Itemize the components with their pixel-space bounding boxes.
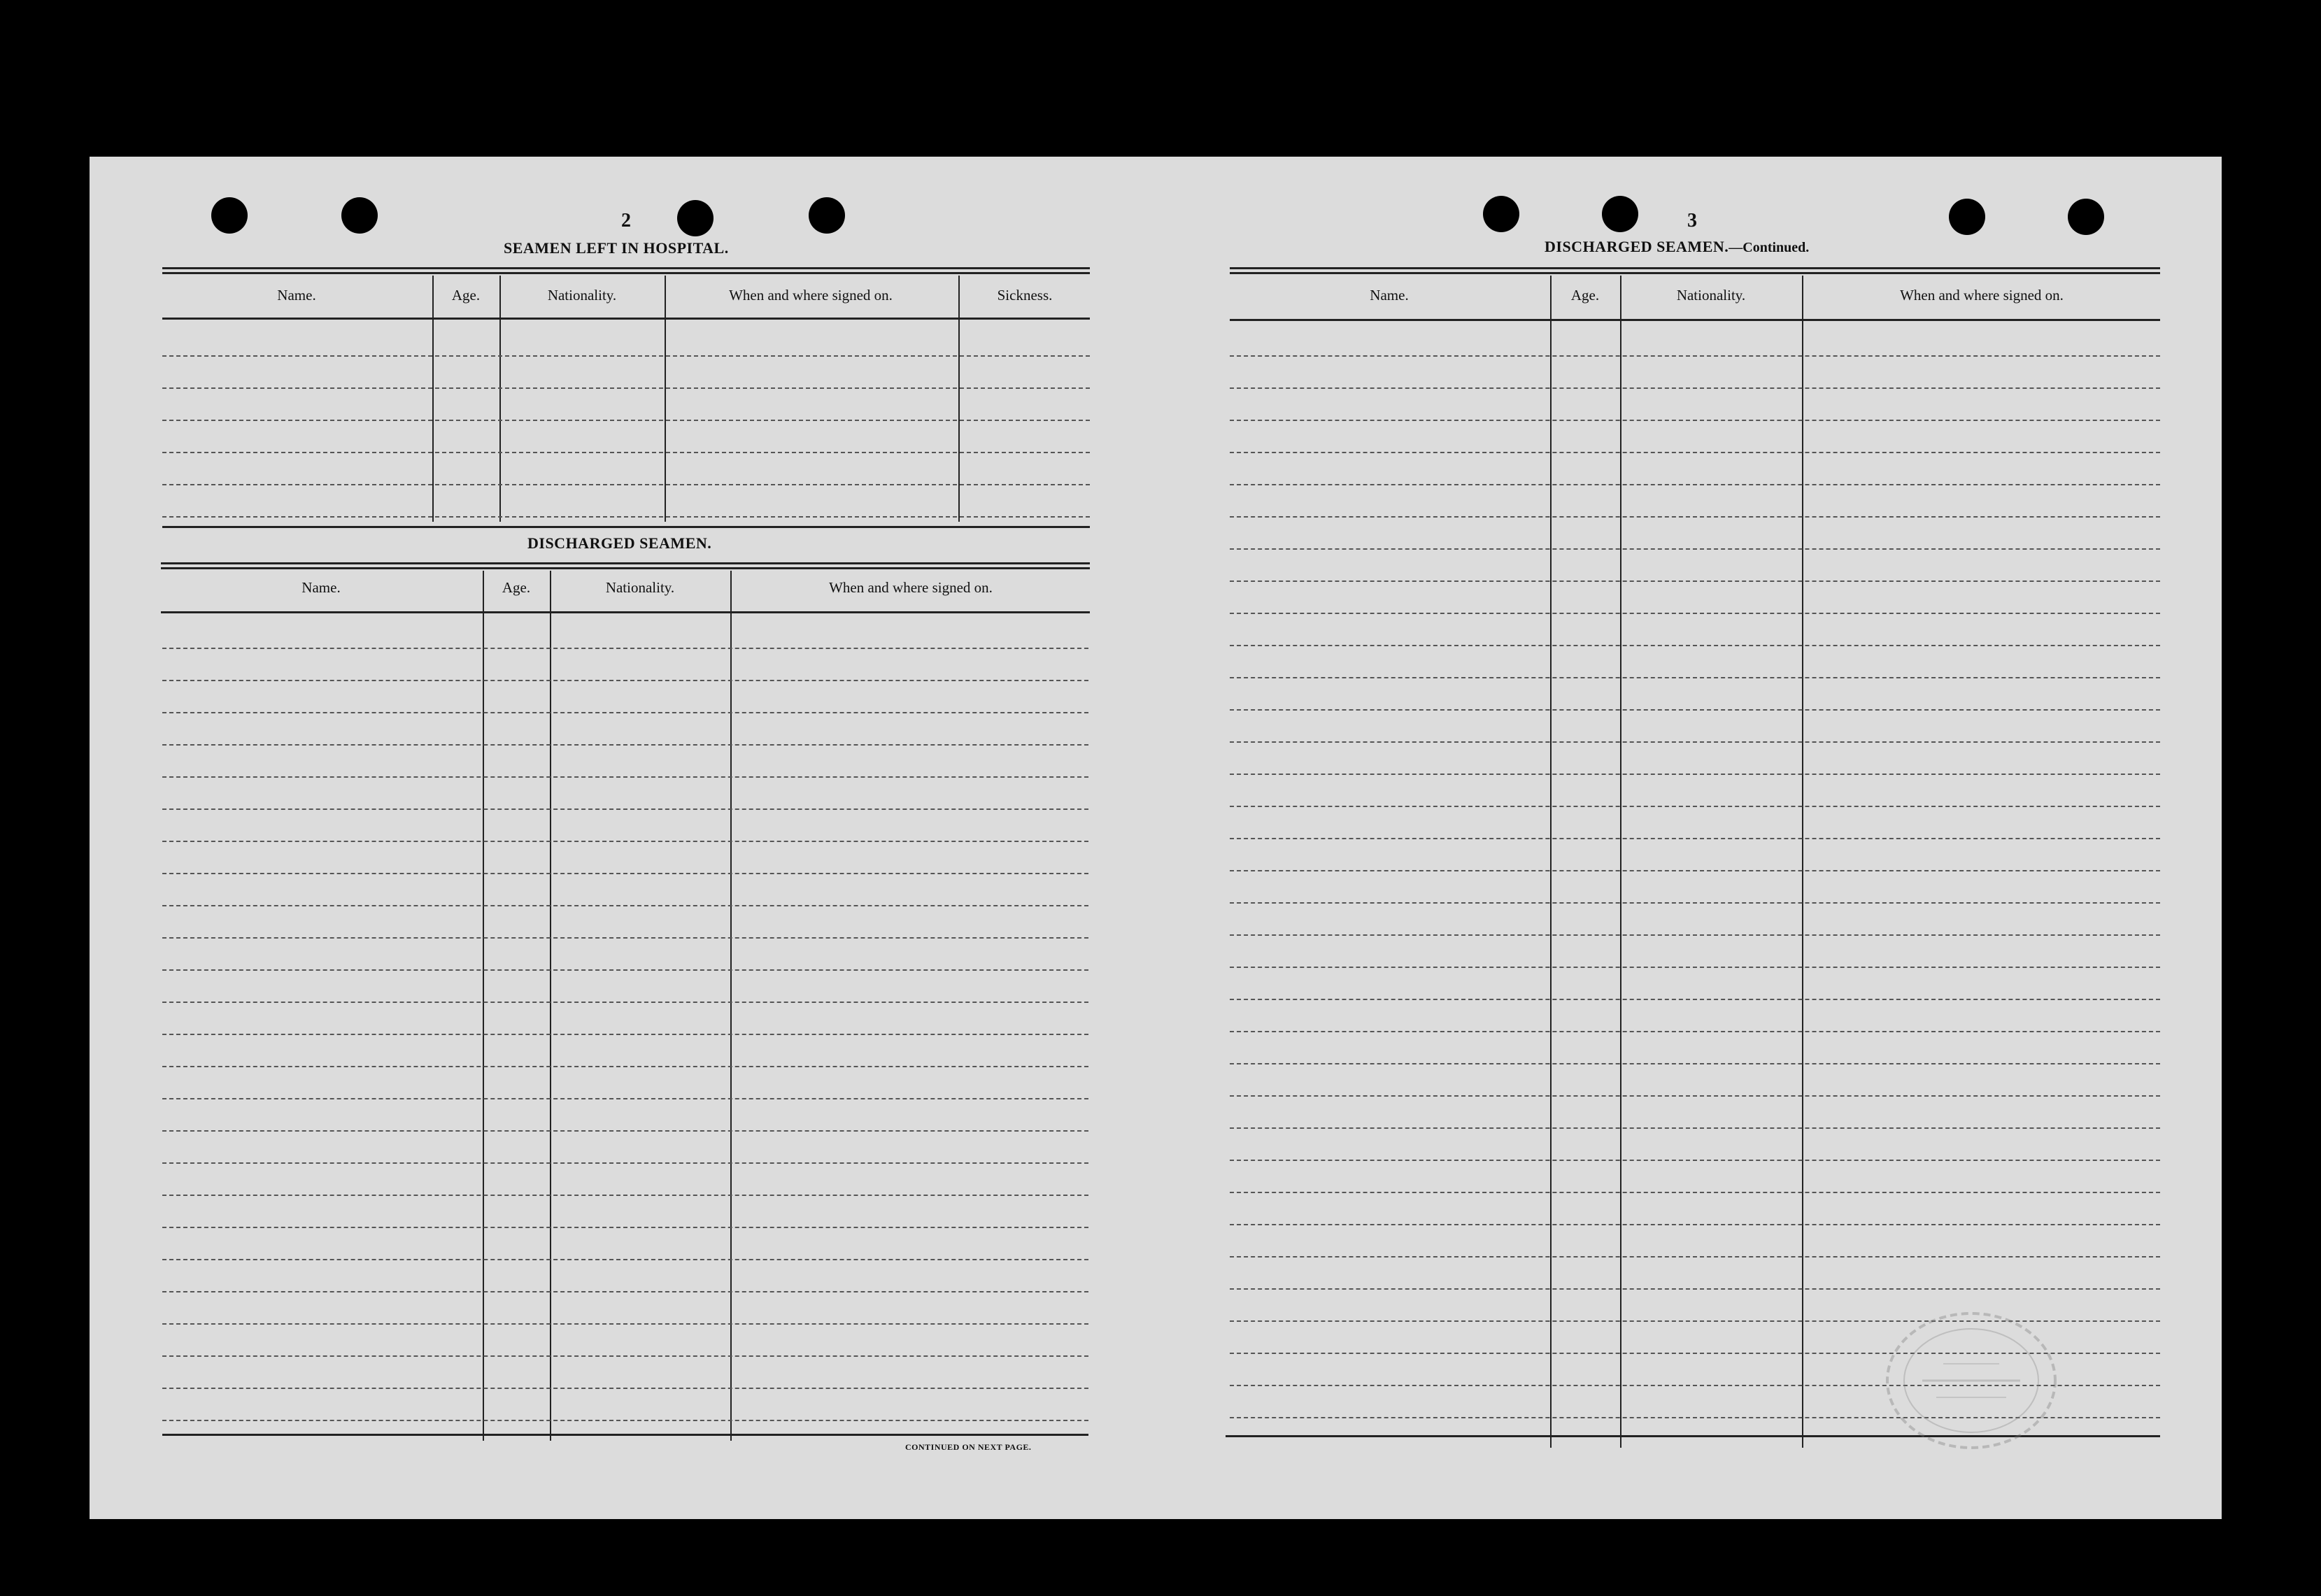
continued-note: CONTINUED ON NEXT PAGE. (905, 1442, 1032, 1452)
right-top-rule (1230, 267, 2160, 274)
col-header-name: Name. (277, 287, 316, 304)
entry-row-line (1230, 548, 2160, 550)
entry-row-line (1230, 677, 2160, 678)
punch-hole (677, 200, 714, 236)
entry-row-line (1230, 355, 2160, 357)
entry-row-line (1230, 387, 2160, 389)
entry-row-line (162, 1420, 1088, 1421)
entry-row-line (162, 873, 1088, 874)
col-header-sickness: Sickness. (997, 287, 1053, 304)
col-header-signed-on: When and where signed on. (829, 579, 993, 596)
entry-row-line (1230, 806, 2160, 807)
entry-row-line (1230, 838, 2160, 839)
discharged-section-title: DISCHARGED SEAMEN. (527, 534, 712, 552)
entry-row-line (162, 355, 1090, 357)
punch-hole (2068, 199, 2104, 235)
punch-hole (1949, 199, 1985, 235)
discharged-col-divider (730, 571, 732, 1441)
entry-row-line (162, 712, 1088, 713)
entry-row-line (1230, 484, 2160, 485)
entry-row-line (1230, 645, 2160, 646)
entry-row-line (162, 1066, 1088, 1067)
stamp-impression (1880, 1304, 2062, 1458)
entry-row-line (1230, 452, 2160, 453)
entry-row-line (162, 648, 1088, 649)
col-header-age: Age. (1570, 287, 1600, 304)
title-main: DISCHARGED SEAMEN. (1545, 238, 1729, 255)
entry-row-line (1230, 516, 2160, 518)
entry-row-line (1230, 934, 2160, 936)
entry-row-line (1230, 1288, 2160, 1290)
entry-row-line (162, 1388, 1088, 1389)
col-header-name: Name. (1370, 287, 1409, 304)
entry-row-line (1230, 999, 2160, 1000)
entry-row-line (1230, 1095, 2160, 1097)
right-header-rule (1230, 319, 2160, 321)
entry-row-line (1230, 1192, 2160, 1193)
entry-row-line (162, 841, 1088, 842)
entry-row-line (162, 1291, 1088, 1292)
col-header-signed-on: When and where signed on. (1900, 287, 2064, 304)
page-number-right: 3 (1687, 210, 1697, 231)
discharged-col-divider (550, 571, 551, 1441)
hospital-section-title: SEAMEN LEFT IN HOSPITAL. (504, 239, 729, 257)
page-number-left: 2 (621, 210, 631, 231)
entry-row-line (162, 680, 1088, 681)
entry-row-line (162, 808, 1088, 810)
punch-hole (211, 197, 248, 234)
entry-row-line (162, 1323, 1088, 1325)
punch-hole (809, 197, 845, 234)
entry-row-line (162, 1002, 1088, 1003)
entry-row-line (1230, 1256, 2160, 1257)
entry-row-line (162, 1259, 1088, 1260)
col-header-nationality: Nationality. (605, 579, 675, 596)
entry-row-line (162, 516, 1090, 518)
entry-row-line (1230, 1031, 2160, 1032)
entry-row-line (1230, 1127, 2160, 1129)
entry-row-line (1230, 580, 2160, 582)
punch-hole (341, 197, 378, 234)
entry-row-line (162, 1195, 1088, 1196)
hospital-top-rule (162, 267, 1090, 274)
entry-row-line (162, 1162, 1088, 1164)
entry-row-line (162, 744, 1088, 746)
col-header-age: Age. (502, 579, 531, 596)
col-header-nationality: Nationality. (1676, 287, 1746, 304)
entry-row-line (162, 937, 1088, 939)
discharged-continued-title (1545, 238, 1809, 256)
entry-row-line (1230, 870, 2160, 871)
entry-row-line (162, 776, 1088, 778)
entry-row-line (1230, 613, 2160, 614)
entry-row-line (162, 1355, 1088, 1357)
col-header-signed-on: When and where signed on. (729, 287, 893, 304)
entry-row-line (1230, 774, 2160, 775)
entry-row-line (1230, 741, 2160, 743)
punch-hole (1602, 196, 1638, 232)
col-header-age: Age. (451, 287, 481, 304)
discharged-top-rule (161, 562, 1090, 569)
entry-row-line (1230, 420, 2160, 421)
entry-row-line (1230, 902, 2160, 904)
entry-row-line (1230, 1224, 2160, 1225)
col-header-name: Name. (301, 579, 341, 596)
entry-row-line (1230, 709, 2160, 711)
col-header-nationality: Nationality. (547, 287, 617, 304)
entry-row-line (162, 1034, 1088, 1035)
hospital-header-rule (162, 318, 1090, 320)
hospital-bottom-rule (162, 526, 1090, 528)
entry-row-line (162, 905, 1088, 906)
entry-row-line (162, 1227, 1088, 1228)
title-suffix: —Continued. (1729, 240, 1810, 255)
entry-row-line (162, 1130, 1088, 1132)
entry-row-line (162, 484, 1090, 485)
entry-row-line (1230, 1160, 2160, 1161)
entry-row-line (162, 420, 1090, 421)
entry-row-line (1230, 967, 2160, 968)
discharged-bottom-rule (162, 1434, 1088, 1436)
entry-row-line (162, 1098, 1088, 1099)
entry-row-line (162, 387, 1090, 389)
document-sheet (90, 157, 2222, 1519)
punch-hole (1483, 196, 1519, 232)
entry-row-line (162, 452, 1090, 453)
entry-row-line (1230, 1063, 2160, 1064)
discharged-header-rule (161, 611, 1090, 613)
discharged-col-divider (483, 571, 484, 1441)
entry-row-line (162, 969, 1088, 971)
